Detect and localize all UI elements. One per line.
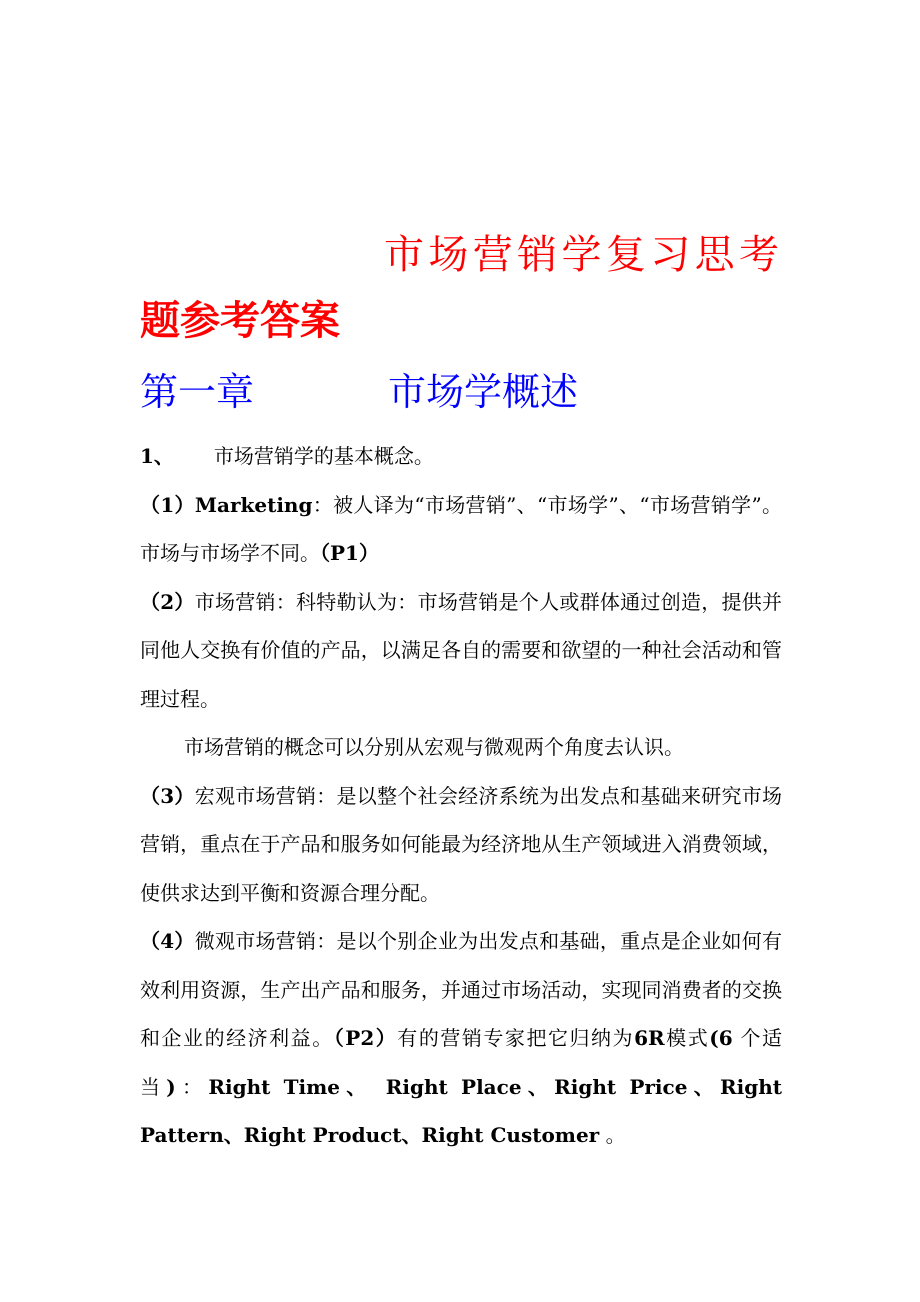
chapter-heading	[140, 366, 782, 418]
paragraph-1-ref: （P1）	[320, 541, 379, 565]
paragraph-4-ref: （P2）	[333, 1026, 398, 1050]
paragraph-4-end: 。	[599, 1123, 626, 1147]
paragraph-4-items: Right Time、 Right Place、Right Price、Right Pattern、Right Product、Right Customer	[140, 1074, 783, 1147]
section-number: 1、	[140, 444, 174, 468]
document-content	[140, 222, 782, 1160]
paragraph-2-text: 市场营销：科特勒认为：市场营销是个人或群体通过创造，提供并同他人交换有价值的产品，以满足各自的需要和欲望的一种社会活动和管理过程。	[140, 589, 782, 711]
paragraph-3	[140, 772, 782, 918]
paragraph-1-text: ：被人译为“市场营销”、“市场学”、“市场营销学”。市场与市场学不同。	[140, 492, 782, 565]
paragraph-2-label: （2）	[140, 589, 195, 614]
paragraph-4-text-c: 模式	[664, 1026, 710, 1050]
paragraph-1	[140, 481, 782, 578]
paragraph-4-text-d: 个适当	[140, 1026, 783, 1099]
document-title	[140, 222, 782, 354]
title-line-2: 题参考答案	[140, 297, 340, 344]
paragraph-2	[140, 578, 782, 724]
chapter-title: 市场学概述	[388, 370, 579, 414]
paragraph-4-text-e: ：	[175, 1074, 209, 1099]
paragraph-4	[140, 917, 782, 1160]
paragraph-4-paren-open: (6	[709, 1026, 733, 1050]
paragraph-4-text-a: 微观市场营销：是以个别企业为出发点和基础，重点是企业如何有效利用资源，生产出产品和服务，并通过市场活动，实现同消费者的交换和企业的经济利益。	[140, 929, 782, 1050]
title-line-1: 市场营销学复习思考	[384, 232, 782, 278]
paragraph-4-model: 6R	[634, 1026, 665, 1050]
paragraph-2b: 市场营销的概念可以分别从宏观与微观两个角度去认识。	[184, 735, 684, 759]
paragraph-3-label: （3）	[140, 783, 195, 808]
section-heading	[140, 432, 782, 481]
chapter-number: 第一章	[140, 370, 255, 414]
paragraph-1-label: （1）Marketing	[140, 492, 313, 517]
section-title: 市场营销学的基本概念。	[213, 444, 434, 468]
paragraph-4-paren-close: )	[166, 1074, 176, 1099]
paragraph-3-text: 宏观市场营销：是以整个社会经济系统为出发点和基础来研究市场营销，重点在于产品和服务如何能最为经济地从生产领域进入消费领域，使供求达到平衡和资源合理分配。	[140, 783, 782, 905]
paragraph-4-text-b: 有的营销专家把它归纳为	[397, 1026, 635, 1050]
paragraph-4-label: （4）	[140, 929, 195, 953]
